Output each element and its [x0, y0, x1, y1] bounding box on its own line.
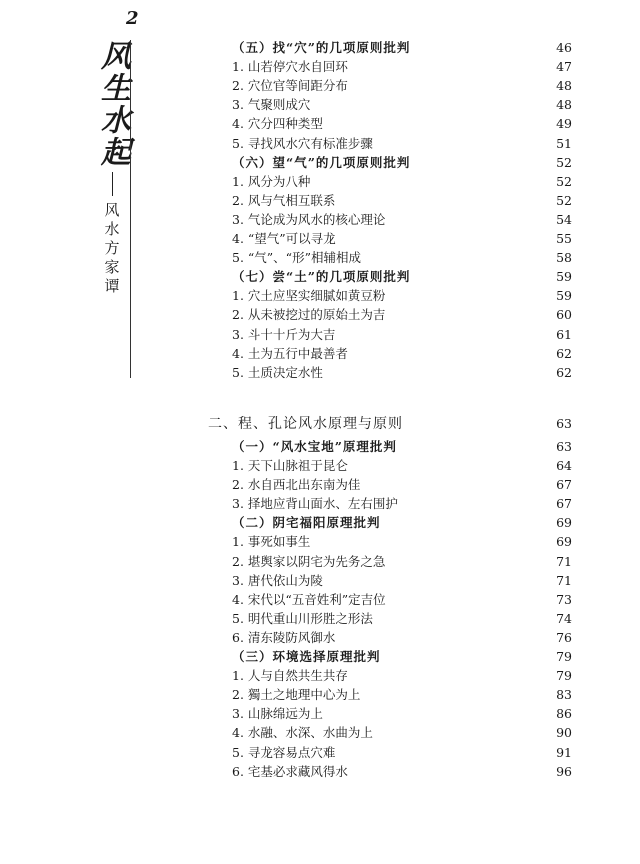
toc-entry — [232, 456, 572, 476]
toc-entry-title: 1. 人与自然共生共存 — [232, 668, 348, 683]
toc-entry-title: 二、程、孔论风水原理与原则 — [208, 416, 403, 432]
toc-entry-title: （六）望“气”的几项原则批判 — [232, 155, 411, 170]
toc-entry-page: 62 — [556, 346, 572, 361]
toc-entry — [232, 609, 572, 629]
toc-entry-page: 47 — [556, 59, 572, 74]
toc-entry-title: 2. 堪舆家以阴宅为先务之急 — [232, 554, 386, 569]
toc-entry-title: 3. 气论成为风水的核心理论 — [232, 212, 386, 227]
toc-entry — [232, 590, 572, 610]
toc-entry-page: 63 — [556, 416, 572, 431]
toc-entry-title: 1. 天下山脉祖于昆仑 — [232, 458, 348, 473]
toc-entry-title: （二）阴宅福阳原理批判 — [232, 515, 381, 530]
toc-entry-page: 69 — [556, 515, 572, 530]
toc-entry-title: 1. 山若停穴水自回环 — [232, 59, 348, 74]
toc-entry-title: 1. 穴土应坚实细腻如黄豆粉 — [232, 288, 386, 303]
book-subtitle: 风水方家谭 — [102, 202, 121, 297]
toc-entry — [232, 134, 572, 154]
toc-entry — [232, 305, 572, 325]
toc-entry-title: 3. 山脉绵远为上 — [232, 706, 323, 721]
toc-entry-page: 74 — [556, 611, 572, 626]
toc-entry — [232, 248, 572, 268]
toc-entry-page: 51 — [556, 136, 572, 151]
toc-entry — [232, 704, 572, 724]
toc-entry — [232, 494, 572, 514]
toc-entry-page: 73 — [556, 592, 572, 607]
toc-entry-page: 64 — [556, 458, 572, 473]
toc-entry-title: 2. 水自西北出东南为佳 — [232, 477, 361, 492]
book-side-title — [90, 40, 134, 297]
toc-section-heading — [232, 267, 572, 287]
toc-entry — [232, 723, 572, 743]
book-title-calligraphy: 风生水起 — [95, 40, 130, 168]
toc-entry-page: 71 — [556, 554, 572, 569]
toc-entry-title: 2. 穴位官等间距分布 — [232, 78, 348, 93]
toc-entry-title: 5. “气”、“形”相辅相成 — [232, 250, 361, 265]
vertical-rule — [130, 40, 131, 378]
toc-section-heading — [232, 513, 572, 533]
toc-entry-page: 58 — [556, 250, 572, 265]
toc-entry — [232, 191, 572, 211]
toc-entry-page: 54 — [556, 212, 572, 227]
toc-entry — [232, 229, 572, 249]
toc-entry — [232, 57, 572, 77]
toc-section-heading — [232, 647, 572, 667]
toc-entry — [232, 114, 572, 134]
toc-entry — [232, 571, 572, 591]
toc-entry-title: 4. 土为五行中最善者 — [232, 346, 348, 361]
toc-entry-page: 83 — [556, 687, 572, 702]
toc-entry-page: 59 — [556, 269, 572, 284]
toc-entry-page: 71 — [556, 573, 572, 588]
toc-entry-page: 60 — [556, 307, 572, 322]
toc-entry-title: 6. 宅基必求藏风得水 — [232, 764, 348, 779]
toc-entry-page: 76 — [556, 630, 572, 645]
toc-entry-page: 67 — [556, 477, 572, 492]
toc-entry-page: 49 — [556, 116, 572, 131]
toc-entry-title: 4. “望气”可以寻龙 — [232, 231, 336, 246]
toc-entry-page: 52 — [556, 193, 572, 208]
toc-entry-page: 90 — [556, 725, 572, 740]
toc-entry-page: 59 — [556, 288, 572, 303]
toc-entry-title: 5. 土质决定水性 — [232, 365, 323, 380]
toc-entry-title: 1. 风分为八种 — [232, 174, 311, 189]
toc-entry-page: 67 — [556, 496, 572, 511]
toc-entry-title: 2. 风与气相互联系 — [232, 193, 336, 208]
toc-entry — [232, 325, 572, 345]
toc-entry — [232, 762, 572, 782]
toc-entry-title: （七）尝“土”的几项原则批判 — [232, 269, 411, 284]
toc-section-heading — [232, 153, 572, 173]
toc-entry — [232, 76, 572, 96]
toc-entry-title: 3. 择地应背山面水、左右围护 — [232, 496, 398, 511]
toc-entry-title: 4. 宋代以“五音姓利”定吉位 — [232, 592, 386, 607]
toc-entry-page: 79 — [556, 649, 572, 664]
toc-entry-page: 63 — [556, 439, 572, 454]
toc-entry — [232, 95, 572, 115]
toc-entry-title: 3. 唐代依山为陵 — [232, 573, 323, 588]
page-number: 2 — [126, 8, 139, 29]
toc-entry-page: 96 — [556, 764, 572, 779]
toc-entry-page: 46 — [556, 40, 572, 55]
toc-entry-title: （一）“风水宝地”原理批判 — [232, 439, 397, 454]
toc-entry-title: 6. 清东陵防风御水 — [232, 630, 336, 645]
toc-entry-title: 5. 寻找风水穴有标准步骤 — [232, 136, 373, 151]
toc-chapter-heading — [208, 414, 572, 434]
toc-entry — [232, 210, 572, 230]
toc-entry — [232, 666, 572, 686]
toc-entry-page: 52 — [556, 174, 572, 189]
toc-entry — [232, 286, 572, 306]
toc-entry-title: 3. 斗十十斤为大吉 — [232, 327, 336, 342]
toc-entry-page: 86 — [556, 706, 572, 721]
toc-entry — [232, 363, 572, 383]
title-divider — [112, 172, 113, 196]
toc-entry-page: 55 — [556, 231, 572, 246]
toc-entry-title: 5. 明代重山川形胜之形法 — [232, 611, 373, 626]
toc-entry-page: 61 — [556, 327, 572, 342]
toc-entry — [232, 628, 572, 648]
toc-entry-title: 3. 气聚则成穴 — [232, 97, 311, 112]
toc-section-heading — [232, 38, 572, 58]
toc-entry-title: 4. 穴分四种类型 — [232, 116, 323, 131]
toc-entry-page: 48 — [556, 78, 572, 93]
toc-entry — [232, 475, 572, 495]
toc-entry-page: 69 — [556, 534, 572, 549]
toc-entry-title: 5. 寻龙容易点穴难 — [232, 745, 336, 760]
toc-entry-title: 4. 水融、水深、水曲为上 — [232, 725, 373, 740]
toc-entry-page: 62 — [556, 365, 572, 380]
toc-entry-page: 52 — [556, 155, 572, 170]
toc-entry-title: （三）环境选择原理批判 — [232, 649, 381, 664]
toc-entry — [232, 743, 572, 763]
toc-section-heading — [232, 437, 572, 457]
toc-entry-title: 2. 从未被挖过的原始土为吉 — [232, 307, 386, 322]
toc-entry-page: 48 — [556, 97, 572, 112]
toc-entry — [232, 685, 572, 705]
toc-entry — [232, 344, 572, 364]
toc-entry-title: （五）找“穴”的几项原则批判 — [232, 40, 411, 55]
toc-entry-page: 79 — [556, 668, 572, 683]
toc-entry-title: 2. 獨土之地理中心为上 — [232, 687, 361, 702]
toc-entry — [232, 172, 572, 192]
toc-entry — [232, 532, 572, 552]
toc-entry-title: 1. 事死如事生 — [232, 534, 311, 549]
toc-entry — [232, 552, 572, 572]
toc-entry-page: 91 — [556, 745, 572, 760]
